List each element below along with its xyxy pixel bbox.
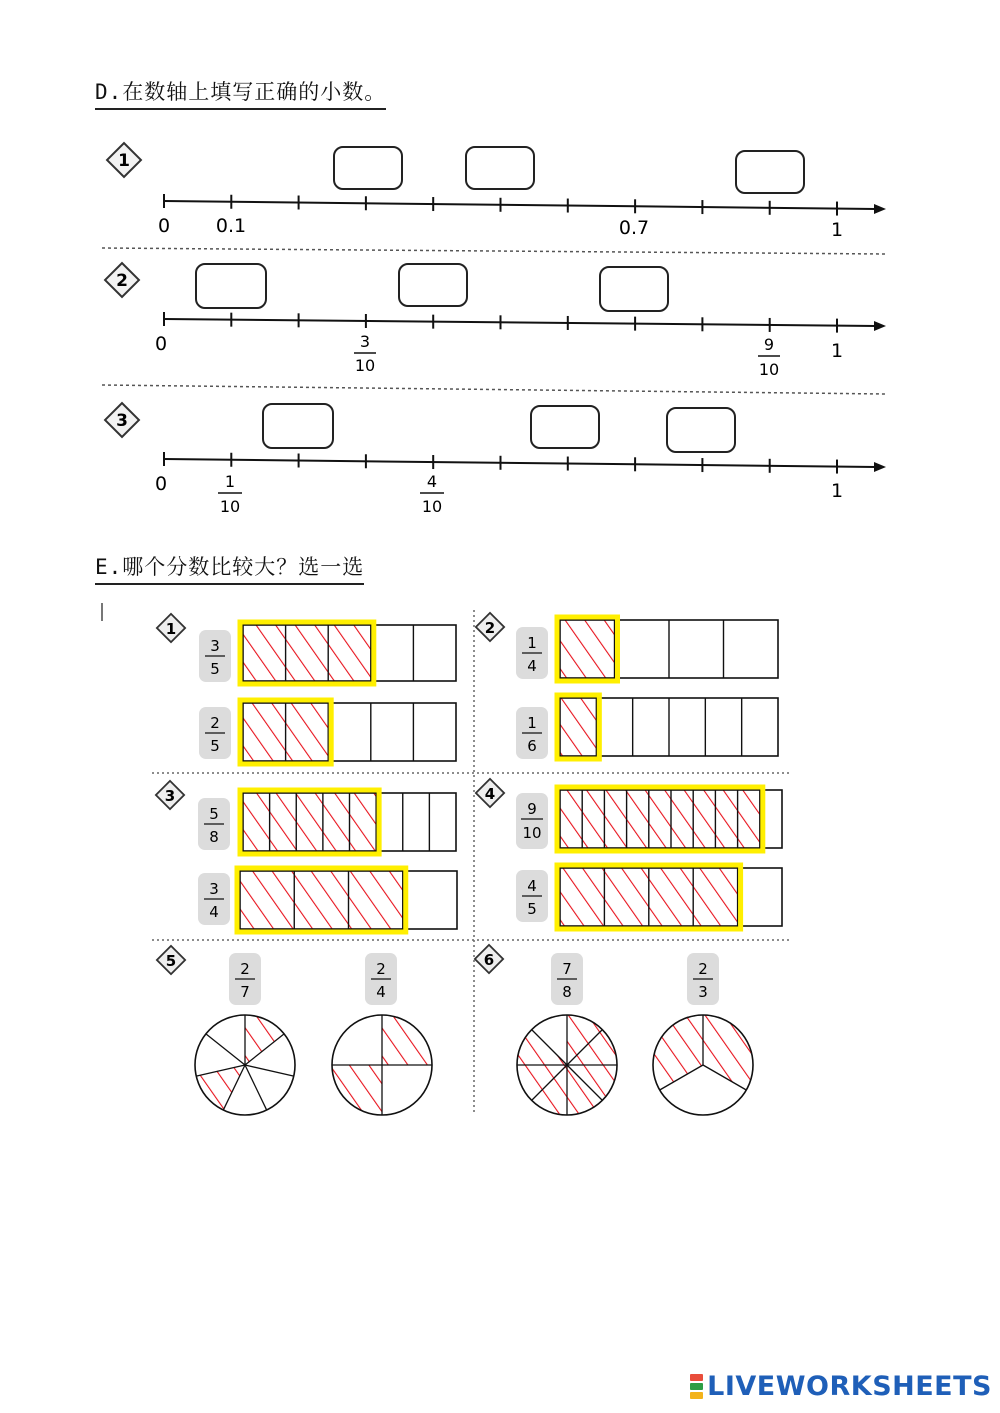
fraction-bar-8 — [557, 865, 782, 929]
problem-badge-4-number: 4 — [484, 785, 496, 803]
fraction-chip-1a — [199, 630, 231, 682]
problem-badge-1-number: 1 — [165, 620, 177, 638]
fraction-circle-3 — [517, 1015, 617, 1115]
section-e-heading: E.哪个分数比较大？选一选 — [95, 551, 364, 585]
problem-badge-3-number: 3 — [164, 787, 176, 805]
nl1-label-1: 1 — [830, 219, 844, 241]
liveworksheets-logo — [690, 1371, 992, 1401]
axis-arrow — [874, 204, 886, 214]
fraction-chip-2b-num: 1 — [527, 714, 537, 732]
fraction-chip-6a-num: 7 — [562, 960, 572, 978]
logo-mark-icon — [690, 1373, 703, 1400]
answer-box-line2-c[interactable] — [599, 266, 669, 312]
hatch-shading — [243, 793, 376, 851]
fraction-chip-2a — [516, 627, 548, 679]
nl2-label-0: 0 — [154, 333, 168, 355]
problem-badge-1 — [157, 614, 185, 642]
problem-badge-6 — [475, 945, 503, 973]
fraction-chip-1b — [199, 707, 231, 759]
fraction-bar-7 — [557, 787, 782, 851]
badge-3-number: 3 — [116, 411, 128, 431]
fraction-bar-1 — [240, 622, 456, 684]
answer-box-line3-c[interactable] — [666, 407, 736, 453]
fraction-chip-3b-num: 3 — [209, 880, 219, 898]
fraction-bar-2 — [240, 700, 456, 764]
answer-box-line3-b[interactable] — [530, 405, 600, 449]
fraction-circle-2 — [332, 1015, 432, 1115]
badge-2 — [105, 263, 139, 297]
problem-badge-2-number: 2 — [484, 619, 496, 637]
nl1-label-0.7: 0.7 — [618, 217, 650, 239]
fraction-chip-4a — [516, 793, 548, 849]
fraction-chip-1a-num: 3 — [210, 637, 220, 655]
fraction-chip-5b-den: 4 — [376, 983, 386, 1001]
fraction-chip-4b — [516, 870, 548, 922]
fraction-bars — [237, 617, 782, 932]
circle-divider — [245, 1065, 267, 1110]
fraction-chip-2a-den: 4 — [527, 657, 537, 675]
nl1-label-0: 0 — [157, 215, 171, 237]
fraction-chip-5a-den: 7 — [240, 983, 250, 1001]
nl2-frac-9-num: 9 — [763, 335, 775, 354]
dotted-separator — [102, 385, 885, 394]
fraction-chip-4b-num: 4 — [527, 877, 537, 895]
nl3-label-1: 1 — [830, 480, 844, 502]
fraction-chip-2b-den: 6 — [527, 737, 537, 755]
nl3-frac-1-num: 1 — [224, 472, 236, 491]
fraction-bar-3 — [557, 617, 778, 681]
fraction-chip-1b-den: 5 — [210, 737, 220, 755]
nl3-frac-4-num: 4 — [426, 472, 438, 491]
nl2-label-1: 1 — [830, 340, 844, 362]
answer-box-line1-a[interactable] — [333, 146, 403, 190]
fraction-chip-5a-num: 2 — [240, 960, 250, 978]
answer-box-line1-c[interactable] — [735, 150, 805, 194]
fraction-chip-2a-num: 1 — [527, 634, 537, 652]
hatch-shading — [560, 698, 596, 756]
nl3-frac-1-den: 10 — [219, 497, 241, 516]
nl2-frac-3-num: 3 — [359, 332, 371, 351]
hatch-shading — [560, 790, 760, 848]
number-line-2 — [164, 312, 886, 333]
number-line-1 — [164, 194, 886, 216]
nl1-label-0.1: 0.1 — [215, 215, 247, 237]
fraction-chip-6a-den: 8 — [562, 983, 572, 1001]
fraction-circle-4 — [653, 1015, 753, 1115]
fraction-chip-6b-den: 3 — [698, 983, 708, 1001]
problem-badge-6-number: 6 — [483, 951, 495, 969]
badge-1 — [107, 143, 141, 177]
badge-3 — [105, 403, 139, 437]
fraction-chip-5b — [365, 953, 397, 1005]
nl2-frac-3-den: 10 — [354, 356, 376, 375]
hatch-shading — [243, 625, 371, 681]
fraction-chip-4b-den: 5 — [527, 900, 537, 918]
nl3-frac-4-den: 10 — [421, 497, 443, 516]
nl3-label-0: 0 — [154, 473, 168, 495]
fraction-bar-5 — [240, 790, 456, 854]
fraction-chip-6a — [551, 953, 583, 1005]
fraction-chip-5a — [229, 953, 261, 1005]
fraction-chip-3a — [198, 798, 230, 850]
nl2-frac-9-den: 10 — [758, 360, 780, 379]
answer-box-line2-b[interactable] — [398, 263, 468, 307]
fraction-compare-figure — [0, 595, 1000, 1125]
fraction-bar-4 — [557, 695, 778, 759]
circle-divider — [245, 1065, 294, 1076]
fraction-chip-4a-den: 10 — [522, 824, 542, 842]
fraction-chip-6b — [687, 953, 719, 1005]
problem-badge-3 — [156, 781, 184, 809]
fraction-chip-5b-num: 2 — [376, 960, 386, 978]
section-d-heading: D.在数轴上填写正确的小数。 — [95, 76, 386, 110]
problem-badge-5-number: 5 — [165, 952, 177, 970]
hatch-shading — [560, 620, 615, 678]
number-line-3 — [164, 452, 886, 474]
circle-divider — [206, 1034, 245, 1065]
fraction-chip-4a-num: 9 — [527, 800, 537, 818]
problem-badge-5 — [157, 946, 185, 974]
fraction-chip-3b — [198, 873, 230, 925]
fraction-chip-3b-den: 4 — [209, 903, 219, 921]
answer-box-line3-a[interactable] — [262, 403, 334, 449]
answer-box-line2-a[interactable] — [195, 263, 267, 309]
fraction-bar-6 — [237, 868, 457, 932]
fraction-chip-6b-num: 2 — [698, 960, 708, 978]
hatch-shading — [240, 871, 403, 929]
axis-arrow — [874, 462, 886, 472]
badge-1-number: 1 — [118, 151, 130, 171]
problem-badge-2 — [476, 613, 504, 641]
answer-box-line1-b[interactable] — [465, 146, 535, 190]
brand-text: LIVEWORKSHEETS — [707, 1370, 992, 1402]
fraction-chip-1a-den: 5 — [210, 660, 220, 678]
fraction-chip-2b — [516, 707, 548, 759]
dotted-separator — [102, 248, 885, 254]
badge-2-number: 2 — [116, 271, 128, 291]
problem-badge-4 — [476, 779, 504, 807]
fraction-chip-1b-num: 2 — [210, 714, 220, 732]
axis-arrow — [874, 321, 886, 331]
fraction-circle-1 — [195, 1015, 295, 1115]
fraction-chip-3a-num: 5 — [209, 805, 219, 823]
fraction-chip-3a-den: 8 — [209, 828, 219, 846]
